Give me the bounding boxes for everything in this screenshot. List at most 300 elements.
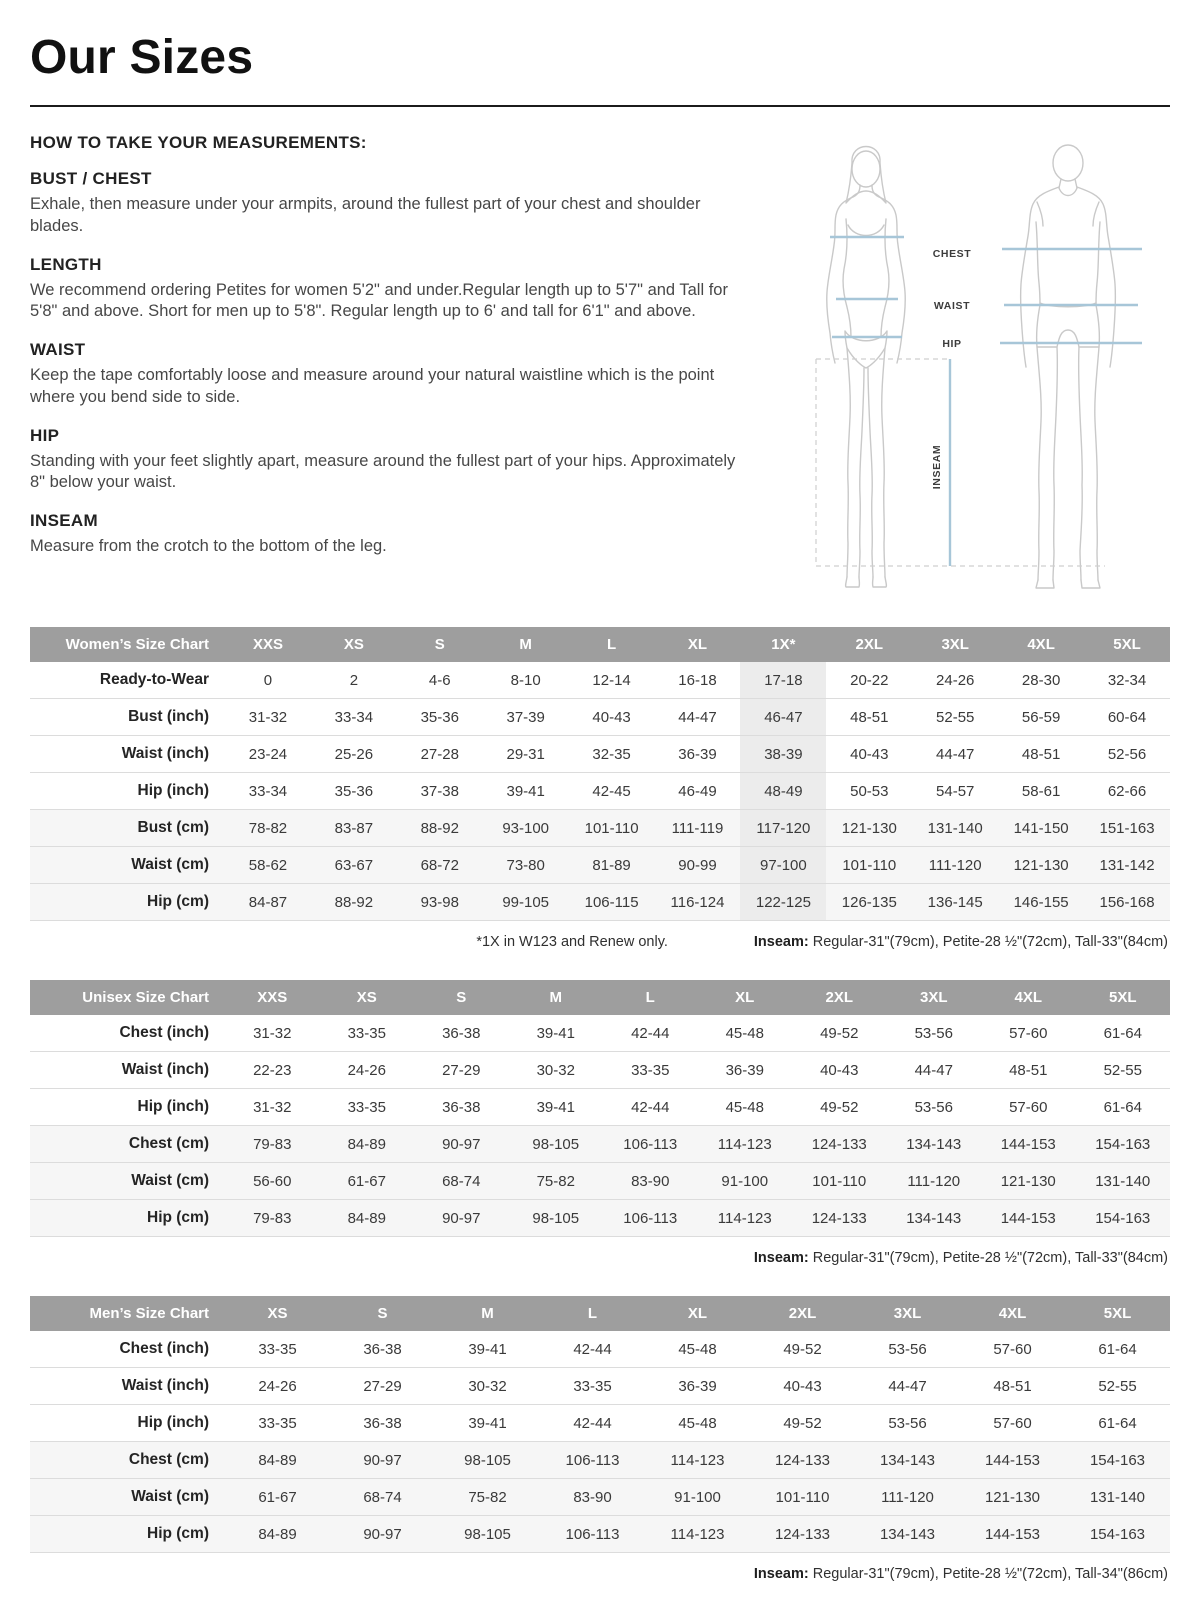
hip-label: HIP [942,338,962,350]
inseam-note-label: Inseam: [753,1250,809,1266]
row-label: Hip (cm) [147,1525,209,1542]
table-cell: 61-64 [1103,1098,1142,1116]
row-label: Chest (cm) [128,1451,209,1468]
table-cell: 144-153 [1000,1135,1056,1153]
table-row [30,1200,1170,1237]
table-cell: 121-130 [984,1488,1041,1506]
column-header: 5XL [1065,1296,1170,1331]
row-label: Chest (inch) [119,1024,209,1041]
table-cell: 46-49 [678,782,717,800]
table-cell: 22-23 [253,1061,292,1079]
table-cell: 39-41 [468,1414,507,1432]
table-cell: 52-56 [1107,745,1147,763]
table-cell: 33-35 [258,1414,297,1432]
instructions-heading: HOW TO TAKE YOUR MEASUREMENTS: [30,133,367,152]
section-body: Exhale, then measure under your armpits, around the fullest part of your chest and shoulder blades. [30,195,701,235]
table-cell: 12-14 [592,671,631,689]
table-row [30,884,1170,921]
table-cell: 39-41 [468,1340,507,1358]
table-cell: 98-105 [464,1525,511,1543]
table-cell: 131-140 [1095,1172,1151,1190]
measurement-lines [816,237,1142,566]
table-cell: 91-100 [674,1488,721,1506]
table-cell: 68-74 [363,1488,402,1506]
inseam-note-text: Regular-31"(79cm), Petite-28 ½"(72cm), Tall-33"(84cm) [808,934,1168,950]
column-header: 4XL [960,1296,1065,1331]
table-row [30,1479,1170,1516]
table-cell: 36-38 [442,1098,481,1116]
table-cell: 124-133 [774,1525,831,1543]
waist-label: WAIST [933,300,971,312]
column-header: 1X* [740,627,826,662]
table-title: Women’s Size Chart [30,627,225,662]
column-header: L [569,627,655,662]
table-cell: 111-120 [881,1488,934,1506]
table-cell: 40-43 [783,1377,822,1395]
column-header: XL [645,1296,750,1331]
row-label: Bust (cm) [137,819,209,836]
unisex-footnotes [30,1237,1170,1266]
table-cell: 0 [263,671,273,689]
section-title: LENGTH [30,254,102,274]
table-cell: 90-97 [442,1135,481,1153]
column-header: 5XL [1076,980,1171,1015]
table-cell: 93-98 [420,893,459,911]
table-cell: 131-140 [1089,1488,1146,1506]
table-cell: 50-53 [850,782,889,800]
table-cell: 45-48 [678,1414,717,1432]
column-header: M [509,980,604,1015]
table-cell: 16-18 [678,671,717,689]
table-cell: 48-51 [850,708,889,726]
table-cell: 117-120 [740,810,826,847]
table-cell: 146-155 [1013,893,1069,911]
instruction-section [30,255,750,324]
table-cell: 101-110 [842,856,897,874]
table-cell: 58-62 [248,856,288,874]
table-cell: 101-110 [584,819,639,837]
table-cell: 32-35 [592,745,631,763]
row-label: Waist (inch) [121,1061,209,1078]
table-cell: 48-51 [993,1377,1032,1395]
table-cell: 54-57 [936,782,975,800]
table-row [30,1516,1170,1553]
table-cell: 36-39 [678,745,717,763]
table-cell: 57-60 [1009,1098,1048,1116]
inseam-note-label: Inseam: [753,934,809,950]
table-cell: 42-45 [592,782,631,800]
table-cell: 83-87 [334,819,374,837]
table-cell: 111-120 [907,1172,961,1190]
table-cell: 124-133 [811,1135,867,1153]
table-cell: 44-47 [936,745,975,763]
table-cell: 17-18 [740,662,826,699]
table-cell: 25-26 [334,745,374,763]
table-cell: 131-140 [927,819,983,837]
table-cell: 33-35 [347,1098,386,1116]
table-cell: 134-143 [906,1135,962,1153]
table-cell: 144-153 [984,1451,1041,1469]
table-cell: 121-130 [841,819,897,837]
row-label: Chest (cm) [128,1135,209,1152]
column-header: M [483,627,569,662]
row-label: Waist (cm) [131,856,209,873]
table-cell: 91-100 [721,1172,769,1190]
column-header: XL [655,627,741,662]
table-cell: 4-6 [428,671,451,689]
table-cell: 39-41 [536,1024,575,1042]
row-label: Waist (inch) [121,745,209,762]
table-cell: 23-24 [248,745,288,763]
column-header: S [414,980,509,1015]
table-cell: 90-97 [363,1451,402,1469]
mens-inseam-note [754,1566,1168,1582]
table-cell: 49-52 [820,1024,859,1042]
table-row [30,1442,1170,1479]
womens-inseam-note [754,934,1168,950]
table-cell: 98-105 [532,1209,580,1227]
table-cell: 27-29 [363,1377,402,1395]
table-cell: 154-163 [1095,1135,1151,1153]
table-cell: 84-89 [258,1525,297,1543]
table-row [30,736,1170,773]
table-row [30,1052,1170,1089]
row-label: Hip (cm) [147,893,209,910]
section-title: WAIST [30,340,86,360]
table-cell: 56-59 [1021,708,1061,726]
table-cell: 156-168 [1099,893,1155,911]
table-cell: 29-31 [506,745,545,763]
inseam-note-text: Regular-31"(79cm), Petite-28 ½"(72cm), Tall-33"(84cm) [808,1250,1168,1266]
column-header: XS [311,627,397,662]
table-title: Men’s Size Chart [30,1296,225,1331]
table-cell: 53-56 [914,1098,953,1116]
table-cell: 44-47 [888,1377,927,1395]
table-cell: 90-97 [442,1209,481,1227]
table-cell: 111-120 [928,856,982,874]
table-cell: 30-32 [468,1377,507,1395]
table-cell: 57-60 [1009,1024,1048,1042]
table-cell: 33-34 [334,708,374,726]
man-figure [1021,145,1116,588]
table-cell: 154-163 [1095,1209,1151,1227]
table-cell: 134-143 [879,1525,936,1543]
table-cell: 33-35 [573,1377,612,1395]
table-cell: 53-56 [888,1340,927,1358]
table-cell: 61-64 [1098,1414,1137,1432]
table-cell: 36-38 [363,1340,402,1358]
womens-1x-note: *1X in W123 and Renew only. [476,934,668,950]
table-cell: 49-52 [820,1098,859,1116]
top-block [30,133,1170,597]
measurement-instructions [30,133,750,575]
mens-footnotes [30,1553,1170,1582]
table-cell: 48-51 [1009,1061,1048,1079]
table-cell: 56-60 [253,1172,292,1190]
table-cell: 30-32 [536,1061,575,1079]
column-header: 4XL [998,627,1084,662]
table-cell: 106-113 [623,1135,678,1153]
row-label: Chest (inch) [119,1340,209,1357]
row-label: Bust (inch) [128,708,209,725]
table-cell: 73-80 [506,856,545,874]
table-cell: 124-133 [811,1209,867,1227]
table-cell: 122-125 [740,884,826,921]
table-cell: 53-56 [914,1024,953,1042]
table-cell: 61-64 [1103,1024,1142,1042]
table-cell: 31-32 [248,708,288,726]
table-cell: 8-10 [510,671,541,689]
table-cell: 106-113 [565,1525,620,1543]
row-label: Waist (cm) [131,1488,209,1505]
table-cell: 62-66 [1107,782,1147,800]
table-cell: 75-82 [536,1172,575,1190]
table-cell: 136-145 [927,893,983,911]
table-cell: 60-64 [1107,708,1147,726]
table-cell: 126-135 [841,893,897,911]
row-label: Ready-to-Wear [99,671,209,688]
table-cell: 35-36 [420,708,459,726]
table-cell: 39-41 [506,782,545,800]
table-cell: 61-64 [1098,1340,1137,1358]
table-cell: 68-74 [442,1172,481,1190]
table-cell: 57-60 [993,1340,1032,1358]
table-cell: 93-100 [502,819,550,837]
table-row [30,847,1170,884]
womens-size-table [30,627,1170,921]
unisex-inseam-note [754,1250,1168,1266]
instruction-sections [30,169,750,558]
column-header: 2XL [792,980,887,1015]
table-cell: 88-92 [420,819,459,837]
table-cell: 39-41 [536,1098,575,1116]
table-cell: 68-72 [420,856,459,874]
woman-figure [827,147,906,588]
table-cell: 151-163 [1099,819,1155,837]
table-cell: 154-163 [1089,1525,1146,1543]
table-cell: 144-153 [984,1525,1041,1543]
row-label: Waist (inch) [121,1377,209,1394]
womens-footnotes [30,921,1170,950]
table-header-row [30,980,1170,1015]
instruction-section [30,169,750,238]
table-cell: 134-143 [906,1209,962,1227]
table-cell: 42-44 [573,1340,612,1358]
table-cell: 114-123 [670,1451,725,1469]
table-cell: 58-61 [1021,782,1061,800]
column-header: L [603,980,698,1015]
table-cell: 2 [349,671,359,689]
table-cell: 121-130 [1000,1172,1056,1190]
table-row [30,1405,1170,1442]
table-cell: 57-60 [993,1414,1032,1432]
table-cell: 33-35 [631,1061,670,1079]
section-body: We recommend ordering Petites for women 5'2" and under.Regular length up to 5'7" and Tall for 5'8" and above. Short for men up to 5'8". Regular length up to 6' and tall for 6'1" and above. [30,280,728,321]
unisex-size-table [30,980,1170,1237]
section-body: Standing with your feet slightly apart, measure around the fullest part of your hips. Approximately 8" below your waist. [30,451,736,492]
table-cell: 79-83 [253,1209,292,1227]
table-cell: 101-110 [812,1172,867,1190]
table-cell: 53-56 [888,1414,927,1432]
table-row [30,773,1170,810]
column-header: 3XL [855,1296,960,1331]
instruction-section [30,340,750,409]
table-row [30,1163,1170,1200]
table-cell: 52-55 [1103,1061,1142,1079]
row-label: Hip (cm) [147,1209,209,1226]
row-label: Hip (inch) [137,1098,209,1115]
column-header: 5XL [1084,627,1170,662]
table-cell: 46-47 [740,699,826,736]
measurement-diagram [780,127,1170,597]
table-cell: 78-82 [248,819,288,837]
table-cell: 84-89 [258,1451,297,1469]
table-cell: 101-110 [775,1488,830,1506]
table-row [30,1126,1170,1163]
table-cell: 134-143 [879,1451,936,1469]
table-cell: 33-35 [258,1340,297,1358]
section-title: BUST / CHEST [30,169,152,188]
table-cell: 40-43 [592,708,631,726]
table-cell: 106-113 [565,1451,620,1469]
row-label: Hip (inch) [137,1414,209,1431]
table-cell: 63-67 [334,856,374,874]
table-cell: 98-105 [532,1135,580,1153]
section-body: Measure from the crotch to the bottom of the leg. [30,537,387,556]
table-cell: 88-92 [334,893,374,911]
table-cell: 52-55 [1098,1377,1137,1395]
table-row [30,1368,1170,1405]
table-cell: 114-123 [717,1135,772,1153]
column-header: XXS [225,980,320,1015]
table-cell: 40-43 [820,1061,859,1079]
table-cell: 24-26 [347,1061,386,1079]
table-cell: 97-100 [740,847,826,884]
table-row [30,1015,1170,1052]
table-cell: 84-89 [347,1135,386,1153]
column-header: S [397,627,483,662]
section-body: Keep the tape comfortably loose and measure around your natural waistline which is the point where you bend side to side. [30,366,715,406]
table-cell: 44-47 [678,708,717,726]
title-divider [30,105,1170,107]
table-cell: 83-90 [573,1488,612,1506]
table-cell: 121-130 [1013,856,1069,874]
row-label: Hip (inch) [137,782,209,799]
table-title: Unisex Size Chart [30,980,225,1015]
chest-label: CHEST [932,248,972,260]
table-cell: 42-44 [573,1414,612,1432]
section-title: INSEAM [30,511,98,531]
table-cell: 83-90 [631,1172,670,1190]
table-cell: 27-29 [442,1061,481,1079]
table-row [30,1331,1170,1368]
section-title: HIP [30,425,60,445]
table-cell: 31-32 [253,1098,292,1116]
table-cell: 36-39 [725,1061,764,1079]
table-row [30,810,1170,847]
column-header: 2XL [826,627,912,662]
table-cell: 36-38 [442,1024,481,1042]
table-cell: 61-67 [258,1488,297,1506]
column-header: XS [320,980,415,1015]
table-cell: 99-105 [502,893,550,911]
table-header-row [30,627,1170,662]
table-cell: 106-115 [584,893,639,911]
table-header-row [30,1296,1170,1331]
column-header: 2XL [750,1296,855,1331]
table-cell: 38-39 [740,736,826,773]
column-header: S [330,1296,435,1331]
table-cell: 116-124 [670,893,725,911]
table-cell: 24-26 [258,1377,297,1395]
table-cell: 111-119 [671,819,724,837]
table-cell: 42-44 [631,1024,670,1042]
mens-size-chart [30,1296,1170,1582]
column-header: L [540,1296,645,1331]
table-cell: 48-49 [740,773,826,810]
column-header: XL [698,980,793,1015]
table-cell: 75-82 [468,1488,507,1506]
table-cell: 33-34 [248,782,288,800]
inseam-note-text: Regular-31"(79cm), Petite-28 ½"(72cm), Tall-34"(86cm) [808,1566,1168,1582]
table-cell: 114-123 [670,1525,725,1543]
table-cell: 90-99 [678,856,717,874]
table-cell: 35-36 [334,782,374,800]
column-header: 4XL [981,980,1076,1015]
table-cell: 79-83 [253,1135,292,1153]
table-cell: 81-89 [592,856,631,874]
table-cell: 36-38 [363,1414,402,1432]
table-cell: 144-153 [1000,1209,1056,1227]
table-cell: 131-142 [1099,856,1155,874]
table-cell: 20-22 [850,671,889,689]
table-cell: 49-52 [783,1414,822,1432]
table-cell: 32-34 [1107,671,1147,689]
table-cell: 106-113 [623,1209,678,1227]
table-row [30,699,1170,736]
table-cell: 31-32 [253,1024,292,1042]
table-cell: 84-87 [248,893,288,911]
table-cell: 124-133 [774,1451,831,1469]
table-cell: 61-67 [347,1172,386,1190]
table-cell: 37-39 [506,708,545,726]
womens-size-chart [30,627,1170,950]
table-row [30,662,1170,699]
table-cell: 27-28 [420,745,459,763]
instruction-section [30,511,750,558]
table-cell: 45-48 [725,1098,764,1116]
instruction-section [30,426,750,495]
inseam-label: INSEAM [931,444,943,490]
column-header: M [435,1296,540,1331]
unisex-size-chart [30,980,1170,1266]
table-cell: 45-48 [678,1340,717,1358]
table-cell: 52-55 [936,708,975,726]
table-cell: 90-97 [363,1525,402,1543]
table-cell: 33-35 [347,1024,386,1042]
table-cell: 45-48 [725,1024,764,1042]
table-cell: 44-47 [914,1061,953,1079]
table-row [30,1089,1170,1126]
mens-size-table [30,1296,1170,1553]
column-header: XS [225,1296,330,1331]
column-header: 3XL [887,980,982,1015]
table-cell: 24-26 [936,671,975,689]
table-cell: 114-123 [717,1209,772,1227]
table-cell: 84-89 [347,1209,386,1227]
inseam-note-label: Inseam: [753,1566,809,1582]
table-cell: 49-52 [783,1340,822,1358]
